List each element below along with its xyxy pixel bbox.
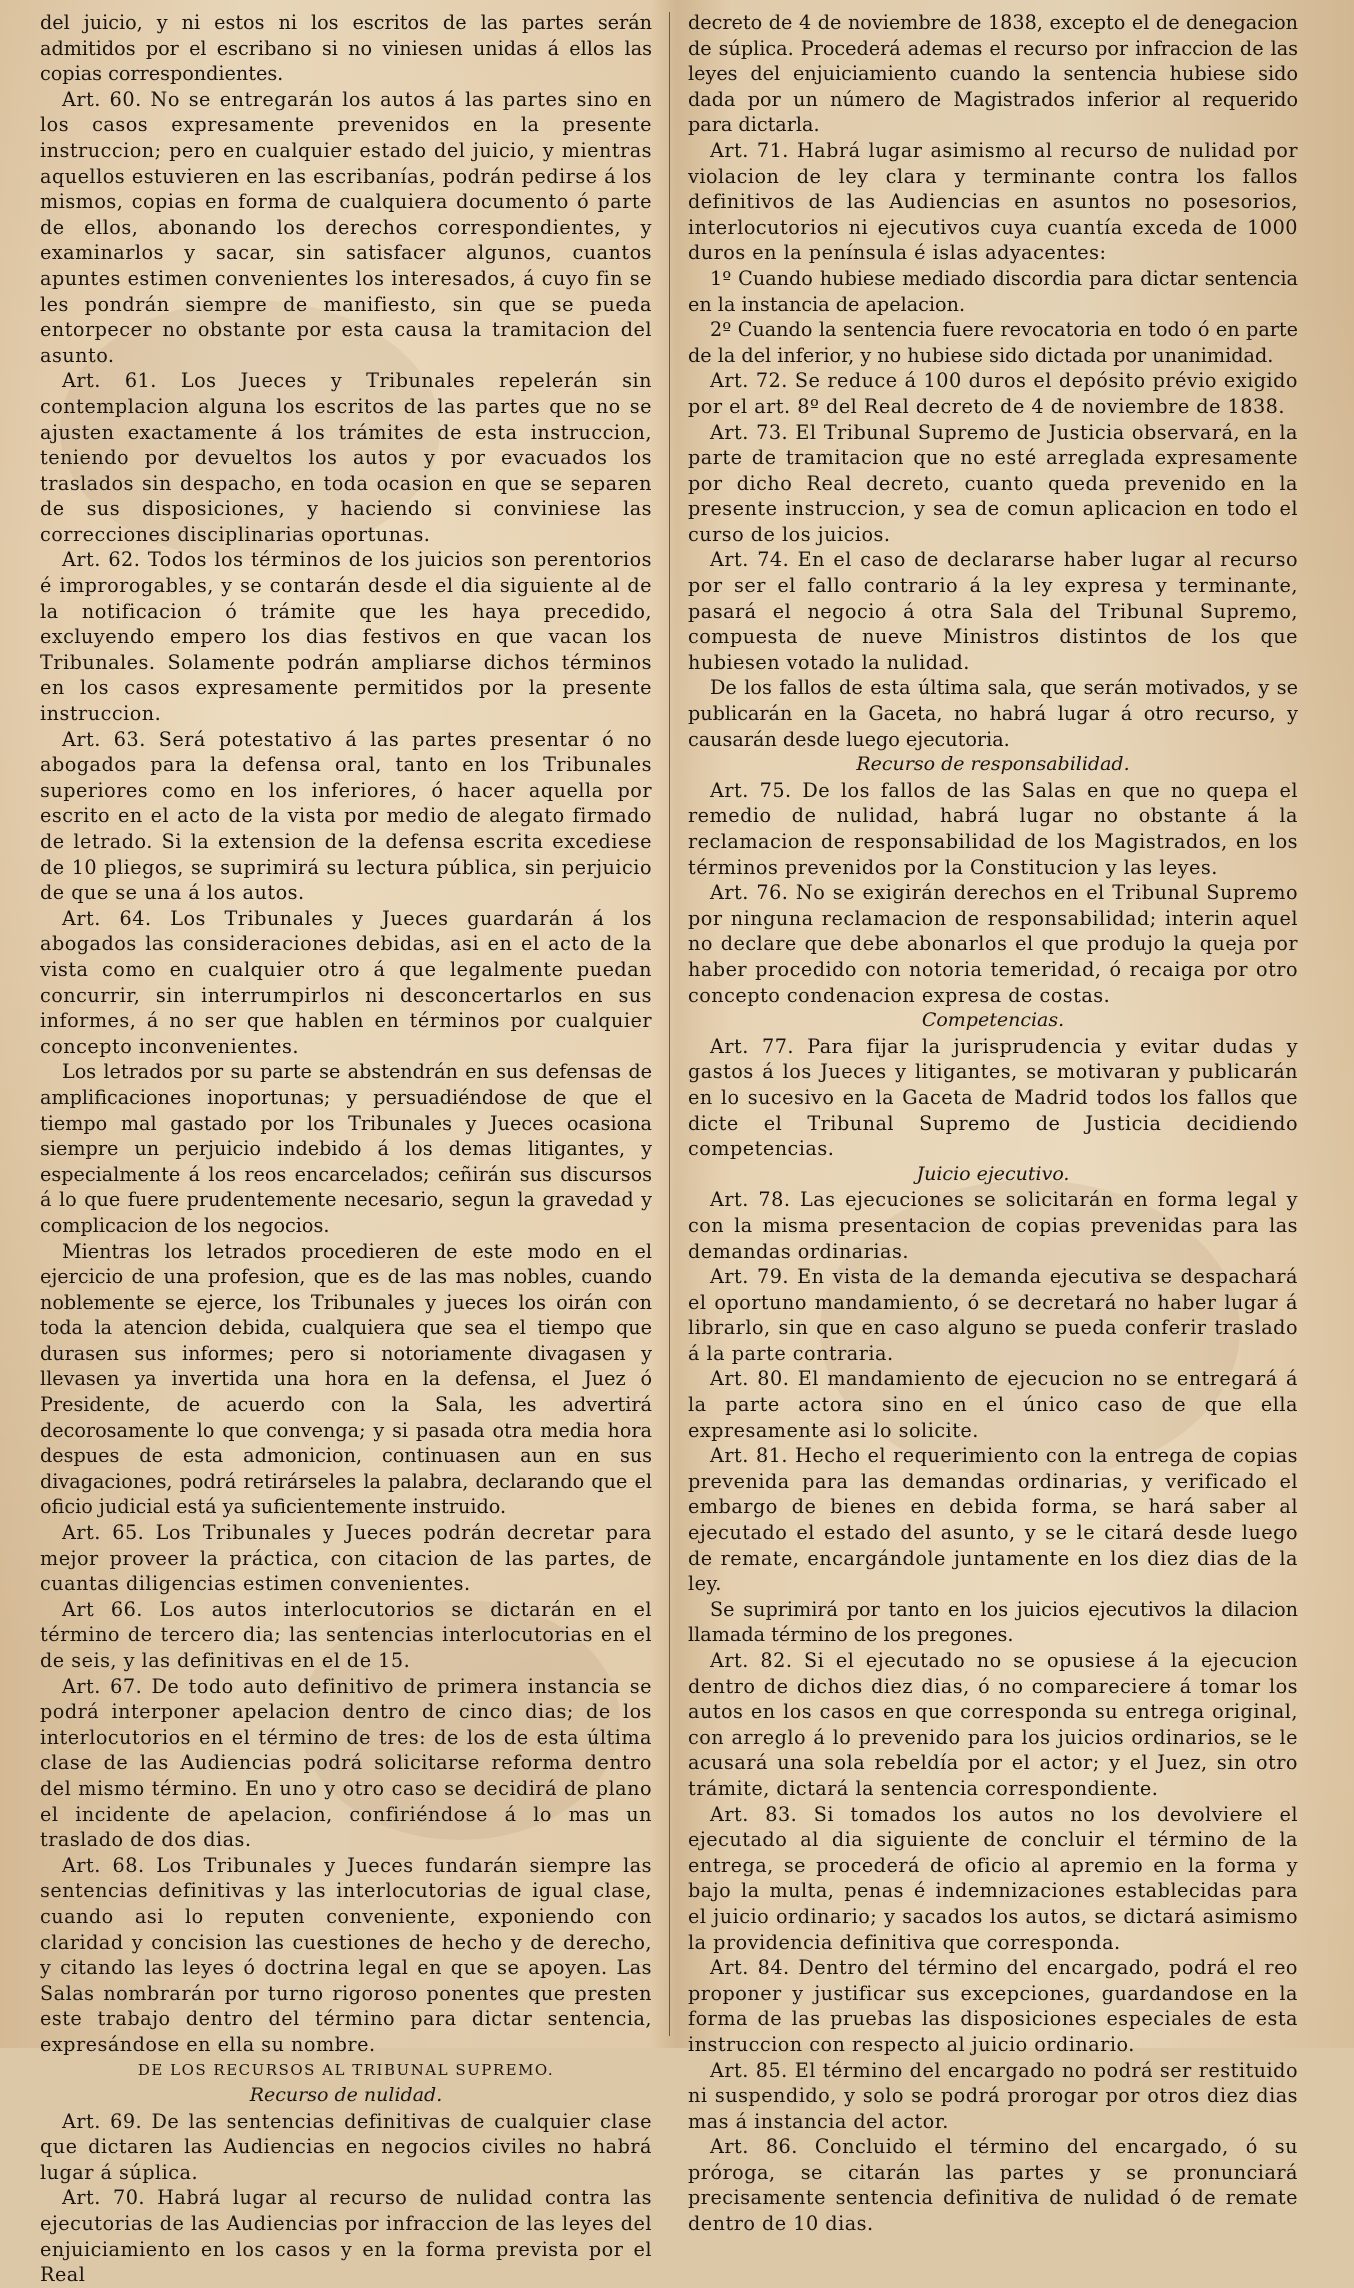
article-68: Art. 68. Los Tribunales y Jueces fundarán siempre las sentencias definitivas y las interlocutorias de igual clase, cuando asi lo reputen conveniente, exponiendo con claridad y concision las cuestiones de hecho y de derecho, y citando las leyes ó doctrina legal en que se apoyen. Las Salas nombrarán por turno rigoroso ponentes que presten este trabajo dentro del término para dictar sentencia, expresándose en ella su nombre. (40, 1853, 652, 2056)
article-65: Art. 65. Los Tribunales y Jueces podrán decretar para mejor proveer la práctica, con citacion de las partes, de cuantas diligencias estimen convenientes. (40, 1521, 652, 1596)
right-column (688, 10, 1298, 2236)
article-77: Art. 77. Para fijar la jurisprudencia y evitar dudas y gastos á los Jueces y litigantes, se motivaran y publicarán en lo sucesivo en la Gaceta de Madrid todos los fallos que dicte el Tribunal Supremo de Justicia decidiendo competencias. (688, 1034, 1298, 1161)
subsection-heading: Competencias. (921, 1009, 1065, 1032)
paragraph: Se suprimirá por tanto en los juicios ejecutivos la dilacion llamada término de los pregones. (688, 1597, 1298, 1647)
article-80: Art. 80. El mandamiento de ejecucion no se entregará á la parte actora sino en el único caso de que ella expresamente asi lo solicite. (688, 1367, 1298, 1442)
paragraph: De los fallos de esta última sala, que serán motivados, y se publicarán en la Gaceta, no habrá lugar á otro recurso, y causarán desde luego ejecutoria. (688, 676, 1298, 751)
article-75: Art. 75. De los fallos de las Salas en que no quepa el remedio de nulidad, habrá lugar no obstante á la reclamacion de responsabilidad de los Magistrados, en los términos prevenidos por la Constitucion y las leyes. (688, 778, 1298, 879)
article-67: Art. 67. De todo auto definitivo de primera instancia se podrá interponer apelacion dentro de cinco dias; de los interlocutorios en el término de tres: de los de esta última clase de las Audiencias podrá solicitarse reforma dentro del mismo término. En uno y otro caso se decidirá de plano el incidente de apelacion, confiriéndose á lo mas un traslado de dos dias. (40, 1674, 652, 1852)
left-column (40, 10, 652, 2287)
article-72: Art. 72. Se reduce á 100 duros el depósito prévio exigido por el art. 8º del Real decreto de 4 de noviembre de 1838. (688, 369, 1298, 418)
article-64: Art. 64. Los Tribunales y Jueces guardarán á los abogados las consideraciones debidas, asi en el acto de la vista como en cualquier otro á que legalmente puedan concurrir, sin interrumpirlos ni desconcertarlos en sus informes, á no ser que hablen en términos por cualquier concepto inconvenientes. (40, 906, 652, 1058)
paragraph: decreto de 4 de noviembre de 1838, excepto el de denegacion de súplica. Procederá ademas el recurso por infraccion de las leyes del enjuiciamiento cuando la sentencia hubiese sido dada por un número de Magistrados inferior al requerido para dictarla. (688, 11, 1298, 137)
article-83: Art. 83. Si tomados los autos no los devolviere el ejecutado al dia siguiente de concluir el término de la entrega, se procederá de oficio al apremio en la forma y bajo la multa, penas é indemnizaciones establecidas para el juicio ordinario; y sacados los autos, se dictará asimismo la providencia definitiva que corresponda. (688, 1802, 1298, 1954)
article-71: Art. 71. Habrá lugar asimismo al recurso de nulidad por violacion de ley clara y terminante contra los fallos definitivos de las Audiencias en asuntos no posesorios, interlocutorios ni ejecutivos cuya cuantía exceda de 1000 duros en la península é islas adyacentes: (688, 138, 1298, 265)
article-76: Art. 76. No se exigirán derechos en el Tribunal Supremo por ninguna reclamacion de responsabilidad; interin aquel no declare que debe abonarlos el que produjo la queja por haber procedido con notoria temeridad, ó recaiga por otro concepto condenacion expresa de costas. (688, 881, 1298, 1007)
column-rule (669, 12, 670, 2036)
paragraph: Mientras los letrados procedieren de este modo en el ejercicio de una profesion, que es de las mas nobles, cuando noblemente se ejerce, los Tribunales y jueces los oirán con toda la atencion debida, cualquiera que sea el tiempo que durasen sus informes; pero si notoriamente divagasen y llevasen ya invertida una hora en la defensa, el Juez ó Presidente, de acuerdo con la Sala, les advertirá decorosamente lo que convenga; y si pasada otra media hora despues de esta admonicion, continuasen aun en sus divagaciones, podrá retirárseles la palabra, declarando que el oficio judicial está ya suficientemente instruido. (40, 1239, 652, 1519)
article-60: Art. 60. No se entregarán los autos á las partes sino en los casos expresamente prevenidos en la presente instruccion; pero en cualquier estado del juicio, y mientras aquellos estuvieren en las escribanías, podrán pedirse á los mismos, copias en forma de cualquiera documento ó parte de ellos, abonando los derechos correspondientes, y examinarlos y sacar, sin satisfacer algunos, cuantos apuntes estimen convenientes los interesados, á cuyo fin se les pondrán siempre de manifiesto, sin que se pueda entorpecer no obstante por esta causa la tramitacion del asunto. (40, 87, 652, 367)
article-74: Art. 74. En el caso de declararse haber lugar al recurso por ser el fallo contrario á la ley expresa y terminante, pasará el negocio á otra Sala del Tribunal Supremo, compuesta de nueve Ministros distintos de los que hubiesen votado la nulidad. (688, 548, 1298, 674)
article-86: Art. 86. Concluido el término del encargado, ó su próroga, se citarán las partes y se pronunciará precisamente sentencia definitiva de nulidad ó de remate dentro de 10 dias. (688, 2135, 1298, 2236)
list-item: 1º Cuando hubiese mediado discordia para dictar sentencia en la instancia de apelacion. (688, 266, 1298, 316)
subsection-heading: Juicio ejecutivo. (916, 1162, 1070, 1185)
article-69: Art. 69. De las sentencias definitivas de cualquier clase que dictaren las Audiencias en negocios civiles no habrá lugar á súplica. (40, 2109, 652, 2184)
article-61: Art. 61. Los Jueces y Tribunales repelerán sin contemplacion alguna los escritos de las partes que no se ajusten exactamente á los trámites de esta instruccion, teniendo por devueltos los autos y por evacuados los traslados sin despacho, en toda ocasion en que se separen de sus disposiciones, y haciendo si conviniese las correcciones disciplinarias oportunas. (40, 369, 652, 546)
article-82: Art. 82. Si el ejecutado no se opusiese á la ejecucion dentro de dichos diez dias, ó no compareciere á tomar los autos en los casos en que corresponda su entrega original, con arreglo á lo prevenido para los juicios ordinarios, se le acusará una sola rebeldía por el actor; y el Juez, sin otro trámite, dictará la sentencia correspondiente. (688, 1649, 1298, 1800)
article-78: Art. 78. Las ejecuciones se solicitarán en forma legal y con la misma presentacion de copias prevenidas para las demandas ordinarias. (688, 1188, 1298, 1263)
subsection-heading: Recurso de responsabilidad. (856, 753, 1130, 776)
article-84: Art. 84. Dentro del término del encargado, podrá el reo proponer y justificar sus excepciones, guardandose en la forma de las pruebas las disposiciones especiales de esta instruccion con respecto al juicio ordinario. (688, 1956, 1298, 2056)
paragraph: del juicio, y ni estos ni los escritos de las partes serán admitidos por el escribano si no viniesen unidas á ellos las copias correspondientes. (40, 11, 652, 86)
article-79: Art. 79. En vista de la demanda ejecutiva se despachará el oportuno mandamiento, ó se decretará no haber lugar á librarlo, sin que en caso alguno se pueda conferir traslado á la parte contraria. (688, 1265, 1298, 1365)
subsection-heading: Recurso de nulidad. (249, 2084, 443, 2107)
article-70: Art. 70. Habrá lugar al recurso de nulidad contra las ejecutorias de las Audiencias por infraccion de las leyes del enjuiciamiento en los casos y en la forma prevista por el Real (40, 2186, 652, 2287)
section-heading: DE LOS RECURSOS AL TRIBUNAL SUPREMO. (137, 2060, 555, 2079)
article-81: Art. 81. Hecho el requerimiento con la entrega de copias prevenida para las demandas ordinarias, y verificado el embargo de bienes en debida forma, se hará saber al ejecutado el estado del asunto, y se le citará desde luego de remate, encargándole juntamente en los diez dias de la ley. (688, 1444, 1298, 1596)
article-85: Art. 85. El término del encargado no podrá ser restituido ni suspendido, y solo se podrá prorogar por otros diez dias mas á instancia del actor. (688, 2058, 1298, 2133)
article-62: Art. 62. Todos los términos de los juicios son perentorios é improrogables, y se contarán desde el dia siguiente al de la notificacion ó trámite que les haya precedido, excluyendo empero los dias festivos en que vacan los Tribunales. Solamente podrán ampliarse dichos términos en los casos expresamente permitidos por la presente instruccion. (40, 548, 652, 726)
article-63: Art. 63. Será potestativo á las partes presentar ó no abogados para la defensa oral, tanto en los Tribunales superiores como en los inferiores, ó hacer aquella por escrito en el acto de la vista por medio de alegato firmado de letrado. Si la extension de la defensa escrita excediese de 10 pliegos, se suprimirá su lectura pública, sin perjuicio de que se una á los autos. (40, 727, 652, 905)
article-66: Art 66. Los autos interlocutorios se dictarán en el término de tercero dia; las sentencias interlocutorias en el de seis, y las definitivas en el de 15. (40, 1597, 652, 1672)
list-item: 2º Cuando la sentencia fuere revocatoria en todo ó en parte de la del inferior, y no hubiese sido dictada por unanimidad. (688, 318, 1298, 367)
paragraph: Los letrados por su parte se abstendrán en sus defensas de amplificaciones inoportunas; y persuadiéndose de que el tiempo mal gastado por los Tribunales y Jueces ocasiona siempre un perjuicio indebido á los demas litigantes, y especialmente á los reos encarcelados; ceñirán sus discursos á lo que fuere prudentemente necesario, segun la gravedad y complicacion de los negocios. (40, 1060, 652, 1237)
article-73: Art. 73. El Tribunal Supremo de Justicia observará, en la parte de tramitacion que no esté arreglada expresamente por dicho Real decreto, cuanto queda prevenido en la presente instruccion, y sea de comun aplicacion en todo el curso de los juicios. (688, 420, 1298, 546)
